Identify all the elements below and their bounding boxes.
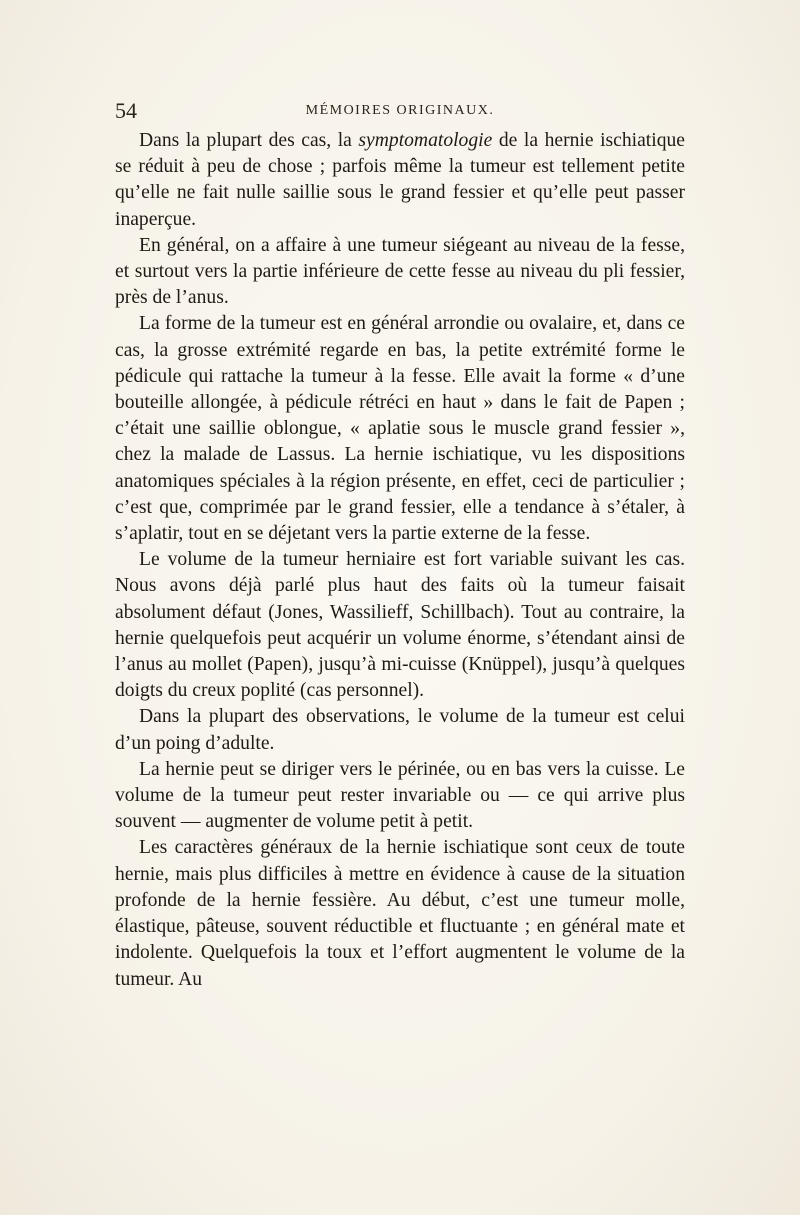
paragraph-volume: Le volume de la tumeur herniaire est fort variable suivant les cas. Nous avons déjà parlé plus haut des faits où la tumeur faisait absolument défaut (Jones, Wassilieff, Schillbach). Tout au contraire, la hernie quelquefois peut acquérir un volume énorme, s’étendant ainsi de l’anus au mollet (Papen), jusqu’à mi-cuisse (Knüppel), jusqu’à quelques doigts du creux poplité (cas personnel).	[115, 549, 685, 702]
paragraph-characteristics: Les caractères généraux de la hernie ischiatique sont ceux de toute hernie, mais plus difficiles à mettre en évidence à cause de la situation profonde de la hernie fessière. Au début, c’est une tumeur molle, élastique, pâteuse, souvent réductible et fluctuante ; en général mate et indolente. Quelquefois la toux et l’effort augmentent le volume de la tumeur. Au	[115, 837, 685, 990]
paragraph-direction: La hernie peut se diriger vers le périnée, ou en bas vers la cuisse. Le volume de la tumeur peut rester invariable ou — ce qui arrive plus souvent — augmenter de volume petit à petit.	[115, 758, 685, 833]
paragraph-shape: La forme de la tumeur est en général arrondie ou ovalaire, et, dans ce cas, la grosse extrémité regarde en bas, la petite extrémité forme le pédicule qui rattache la tumeur à la fesse. Elle avait la forme « d’une bouteille allongée, à pédicule rétréci en haut » dans le fait de Papen ; c’était une saillie oblongue, « aplatie sous le muscle grand fessier », chez la malade de Lassus. La hernie ischiatique, vu les dispositions anatomiques spéciales à la région présente, en effet, ceci de particulier ; c’est que, comprimée par le grand fessier, elle a tendance à s’étaler, à s’aplatir, tout en se déjetant vers la partie externe de la fesse.	[115, 313, 685, 545]
page-number: 54	[115, 98, 137, 123]
running-head	[115, 96, 685, 126]
paragraph-symptomatology: Dans la plupart des cas, la symptomatologie de la hernie ischiatique se réduit à peu de chose ; parfois même la tumeur est tellement petite qu’elle ne fait nulle saillie sous le grand fessier et qu’elle peut passer inaperçue.	[115, 130, 685, 230]
paragraph-fist-size: Dans la plupart des observations, le volume de la tumeur est celui d’un poing d’adulte.	[115, 706, 685, 754]
running-title: MÉMOIRES ORIGINAUX.	[305, 103, 495, 118]
italic-term: symptomatologie	[358, 130, 493, 151]
paragraph-location: En général, on a affaire à une tumeur siégeant au niveau de la fesse, et surtout vers la partie inférieure de cette fesse au niveau du pli fessier, près de l’anus.	[115, 234, 685, 309]
body-text	[115, 128, 685, 993]
